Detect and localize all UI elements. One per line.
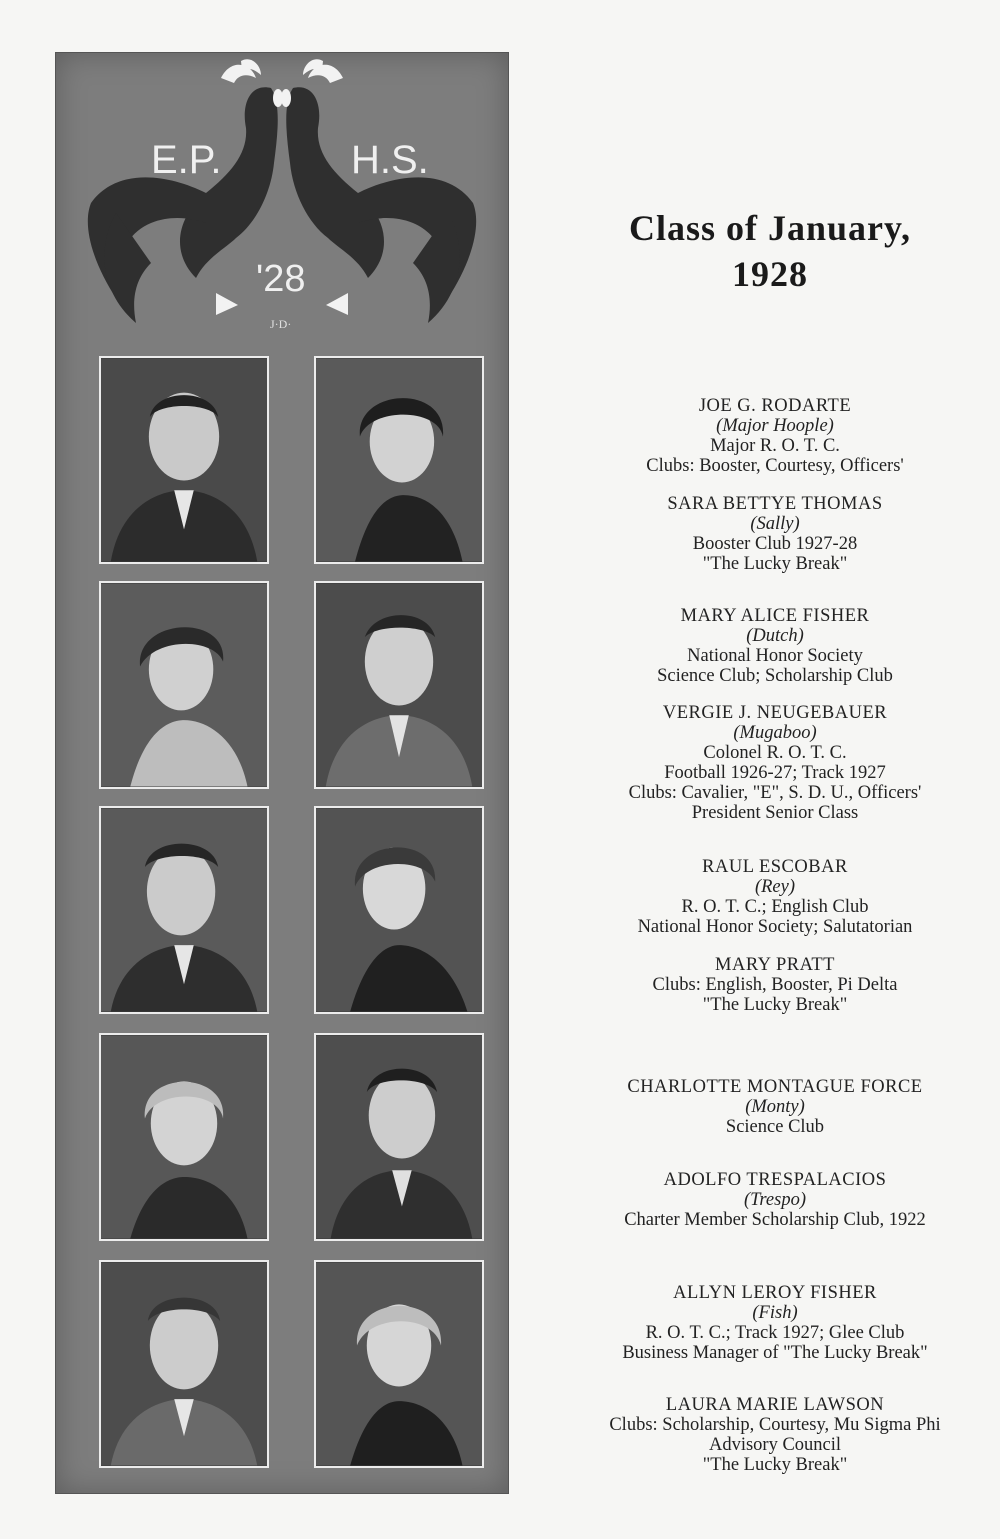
student-nickname: (Trespo) — [743, 1190, 806, 1210]
portrait-panel — [55, 52, 509, 1494]
student-detail: National Honor Society — [687, 646, 863, 666]
emblem-year-text: '28 — [256, 258, 306, 300]
portrait-photo — [314, 581, 484, 789]
portrait-photo — [99, 356, 269, 564]
student-detail: Science Club — [725, 1117, 825, 1137]
student-entry — [560, 1395, 990, 1475]
student-entry — [560, 955, 990, 1015]
student-nickname: (Dutch) — [746, 626, 804, 646]
student-detail: Clubs: English, Booster, Pi Delta — [652, 975, 898, 995]
student-detail: "The Lucky Break" — [702, 995, 848, 1015]
student-name: JOE G. RODARTE — [698, 396, 852, 416]
student-detail: Charter Member Scholarship Club, 1922 — [624, 1210, 926, 1230]
portrait-photo — [314, 1260, 484, 1468]
student-entry — [560, 703, 990, 823]
portrait-photo — [99, 1033, 269, 1241]
student-detail: President Senior Class — [691, 803, 859, 823]
student-entry — [560, 1077, 990, 1137]
emblem-right-text: H.S. — [351, 138, 429, 182]
student-detail: National Honor Society; Salutatorian — [637, 917, 913, 937]
student-detail: Clubs: Cavalier, "E", S. D. U., Officers' — [628, 783, 922, 803]
student-name: VERGIE J. NEUGEBAUER — [662, 703, 888, 723]
student-detail: Football 1926-27; Track 1927 — [664, 763, 886, 783]
student-entry — [560, 1283, 990, 1363]
student-detail: Clubs: Scholarship, Courtesy, Mu Sigma Phi — [609, 1415, 941, 1435]
student-nickname: (Fish) — [752, 1303, 798, 1323]
class-title-line1: Class of January, — [628, 208, 912, 248]
student-detail: Science Club; Scholarship Club — [657, 666, 893, 686]
portrait-photo — [314, 806, 484, 1014]
student-nickname: (Monty) — [745, 1097, 805, 1117]
parrot-emblem — [56, 53, 508, 343]
student-nickname: (Mugaboo) — [733, 723, 817, 743]
student-entry — [560, 396, 990, 476]
emblem-left-text: E.P. — [151, 138, 222, 182]
student-detail: Colonel R. O. T. C. — [703, 743, 847, 763]
portrait-photo — [99, 1260, 269, 1468]
student-name: ALLYN LEROY FISHER — [673, 1283, 877, 1303]
class-title-line2: 1928 — [732, 254, 808, 294]
student-detail: Business Manager of "The Lucky Break" — [622, 1343, 928, 1363]
student-nickname: (Major Hoople) — [716, 416, 834, 436]
portrait-photo — [99, 806, 269, 1014]
student-detail: "The Lucky Break" — [702, 554, 848, 574]
portrait-photo — [99, 581, 269, 789]
student-detail: R. O. T. C.; English Club — [681, 897, 869, 917]
portrait-photo — [314, 356, 484, 564]
student-entry — [560, 606, 990, 686]
student-name: MARY ALICE FISHER — [680, 606, 870, 626]
student-detail: Booster Club 1927-28 — [692, 534, 858, 554]
student-detail: Major R. O. T. C. — [710, 436, 840, 456]
student-name: CHARLOTTE MONTAGUE FORCE — [627, 1077, 923, 1097]
student-nickname: (Rey) — [754, 877, 796, 897]
student-name: MARY PRATT — [715, 955, 835, 975]
emblem-initials-text: J·D· — [270, 317, 292, 331]
student-name: ADOLFO TRESPALACIOS — [663, 1170, 887, 1190]
student-name: RAUL ESCOBAR — [702, 857, 848, 877]
student-entry — [560, 494, 990, 574]
student-entry — [560, 857, 990, 937]
student-detail: Advisory Council — [708, 1435, 842, 1455]
portrait-photo — [314, 1033, 484, 1241]
student-detail: R. O. T. C.; Track 1927; Glee Club — [645, 1323, 905, 1343]
student-entry — [560, 1170, 990, 1230]
student-name: SARA BETTYE THOMAS — [667, 494, 883, 514]
student-name: LAURA MARIE LAWSON — [665, 1395, 885, 1415]
student-detail: Clubs: Booster, Courtesy, Officers' — [646, 456, 904, 476]
student-detail: "The Lucky Break" — [702, 1455, 848, 1475]
student-nickname: (Sally) — [750, 514, 800, 534]
class-title — [560, 205, 980, 297]
